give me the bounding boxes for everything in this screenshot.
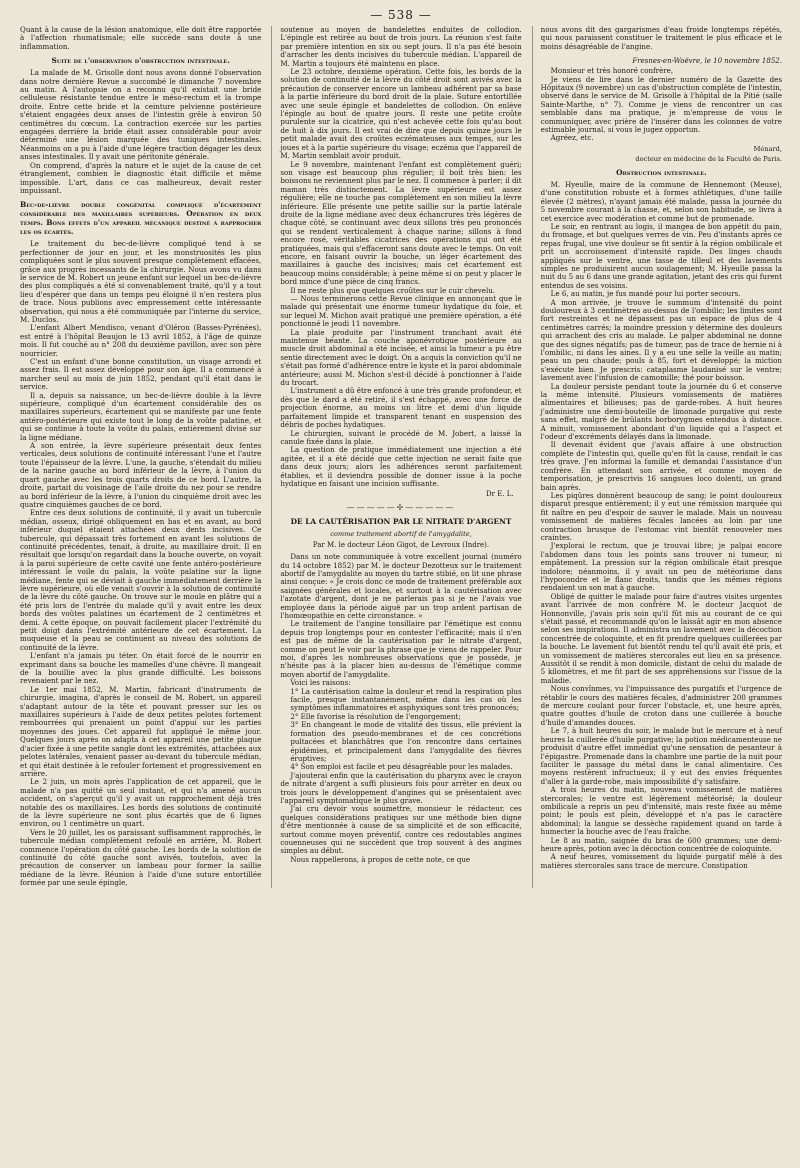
author-signature: Dr E. L.: [486, 490, 514, 499]
paragraph: soutenue au moyen de bandelettes enduites de collodion. L'épingle est retirée au bout de trois jours. La réunion s'est faite par première intention en six ou sept jours. Il n'a pas été besoin d'arracher les dents incisives du tubercule médian. L'appareil de M. Martin a toujours été maintenu en place.: [280, 25, 522, 68]
letter-dateline: Fresnes-en-Woëvre, le 10 novembre 1852.: [632, 57, 782, 66]
columns: [20, 26, 782, 888]
paragraph: Le 6, au matin, je fus mandé pour lui porter secours.: [550, 289, 741, 299]
paragraph: Le 8 au matin, saignée du bras de 600 grammes; une demi-heure après, potion avec la décoction concentrée de coloquinte.: [540, 835, 782, 853]
paragraph: Le chirurgien, suivant le procédé de M. Jobert, a laissé la canule fixée dans la plaie.: [280, 428, 522, 446]
paragraph: nous avons dit des gargarismes d'eau froide longtemps répétés, qui nous paraissent constituer le traitement le plus efficace et le moins désagréable de l'angine.: [540, 25, 782, 51]
page-number: — 538 —: [370, 8, 432, 22]
article-byline: Par M. le docteur Léon Gigot, de Levroux (Indre).: [312, 540, 490, 549]
article-title-cauterisation: DE LA CAUTÉRISATION PAR LE NITRATE D'ARGENT: [290, 516, 512, 526]
list-item: 2° Elle favorise la résolution de l'engorgement;: [290, 711, 461, 721]
paragraph: La question de pratique immédiatement une injection a été agitée, et il a été décidé que cette injection ne serait faite que dans deux jours; alors les adhérences seront parfaitement établies, et il deviendra possible de donner issue à la poche hydatique en faisant une incision suffisante.: [280, 445, 522, 488]
paragraph: M. Hyeulle, maire de la commune de Hennemont (Meuse), d'une constitution robuste et à formes athlétiques, d'une taille élevée (2 mètres), n'ayant jamais été malade, passa la journée du 5 novembre courant à la chasse, et, selon son habitude, se livra à cet exercice avec modération et comme but de promenade.: [540, 179, 782, 223]
paragraph: L'enfant Albert Mendisco, venant d'Oléron (Basses-Pyrénées), est entré à l'hôpital Beaujon le 13 avril 1852, à l'âge de quinze mois. Il fut couché au n° 208 du deuxième pavillon, avec son père nourricier.: [20, 323, 262, 358]
paragraph: J'ajouterai enfin que la cautérisation du pharynx avec le crayon de nitrate d'argent a suffi plusieurs fois pour arrêter en deux ou trois jours le développement d'angines qui se présentaient avec l'appareil symptomatique le plus grave.: [280, 770, 522, 805]
paragraph: Le traitement du bec-de-lièvre compliqué tend à se perfectionner de jour en jour, et les monstruosités les plus compliquées sont le plus souvent presque complètement effacées, grâce aux progrès incessants de la chirurgie. Nous avons vu dans le service de M. Robert un jeune enfant sur lequel un bec-de-lièvre des plus compliqués a été si convenablement traité, qu'il y a tout lieu d'espérer que dans un temps peu éloigné il n'en restera plus de trace. Nous publions avec empressement cette intéressante observation, qui nous a été communiquée par l'interne du service, M. Duclos.: [20, 239, 262, 324]
intro-paragraph: Quant à la cause de la lésion anatomique, elle doit être rapportée à l'affection rhumatismale; elle succède sans doute à une inflammation.: [20, 25, 262, 51]
paragraph: Dans un note communiquée à votre excellent journal (numéro du 14 octobre 1852) par M. le docteur Dezotteux sur le traitement abortif de l'amygdalite au moyen du tartre stibié, on lit une phrase ainsi conçue: « Je crois donc ce mode de traitement préférable aux saignées générales et locales, et surtout à la cautérisation avec l'azotate d'argent, dont je ne parlerais pas si je ne l'avais vue employée dans la période aiguë par un trop ardent partisan de l'homœopathie en cette circonstance. »: [280, 552, 522, 620]
letter-body: Je viens de lire dans le dernier numéro de la Gazette des Hôpitaux (9 novembre) un cas d'obstruction complète de l'intestin, observé dans le service de M. Grisolle à l'hôpital de la Pitié (salle Sainte-Marthe, n° 7). Comme je viens de rencontrer un cas semblable dans ma pratique, je m'empresse de vous le communiquer, avec prière de l'insérer dans les colonnes de votre estimable journal, si vous le jugez opportun.: [540, 74, 782, 135]
list-item: 4° Son emploi est facile et peu désagréable pour les malades.: [290, 762, 513, 772]
paragraph: L'instrument a dû être enfoncé à une très grande profondeur, et dès que le dard a été retiré, il s'est échappé, avec une force de projection énorme, au moins un litre et demi d'un liquide parfaitement limpide et transparent tenant en suspension des débris de poches hydatiques.: [280, 386, 522, 430]
paragraph: La malade de M. Grisolle dont nous avons donné l'observation dans notre dernière Revue a succombé le dimanche 7 novembre au matin. A l'autopsie on a reconnu qu'il existait une bride celluleuse résistante tendue entre le méso-rectum et la trompe droite. Entre cette bride et la ceinture pelvienne postérieure s'étaient engagées deux anses de l'intestin grêle à environ 50 centimètres du cœcum. La contraction exercée sur les parties engagées derrière la bride était assez considérable pour avoir déterminé une lésion marquée des tuniques intestinales. Néanmoins on a pu à l'aide d'une légère traction dégager les deux anses intestinales. Il y avait une péritonite générale.: [20, 68, 262, 162]
column-3: [532, 26, 782, 888]
paragraph: A trois heures du matin, nouveau vomissement de matières stercorales; le ventre est légèrement météorisé; la douleur ombilicale a repris un peu d'intensité, mais reste fixée au même point; le pouls est plein, développé et n'a pas le caractère abdominal; la langue se dessèche rapidement quand on tarde à humecter la bouche avec de l'eau fraîche.: [540, 785, 782, 837]
paragraph: Entre ces deux solutions de continuité, il y avait un tubercule médian, osseux, dirigé obliquement en bas et en avant, au bord inférieur duquel étaient attachées deux dents incisives. Ce tubercule, qui dépassait très fortement en avant les solutions de continuité précédentes, tenait, à droite, au maxillaire droit. Il en résultait que lorsqu'on regardait dans la bouche ouverte, on voyait à la paroi supérieure de cette cavité une fente antéro-postérieure intéressant le voile du palais, la voûte palatine sur la ligne médiane, fente qui se déviait à gauche immédiatement derrière la lèvre supérieure, où elle venait s'ouvrir à la solution de continuité de la lèvre du côté gauche. On trouve sur le moule en plâtre qui a été pris lors de l'entrée du malade qu'il y avait entre les deux bords des voûtes palatines un écartement de 2 centimètres et demi. A cette époque, on pouvait facilement placer l'extrémité du petit doigt dans l'extrémité antérieure de cet écartement. La muqueuse et la peau se continuent au niveau des solutions de continuité de la lèvre.: [20, 508, 262, 652]
letter-signature-name: Ménard,: [753, 144, 782, 153]
paragraph: A neuf heures, vomissement du liquide purgatif mêlé à des matières stercorales sans trace de mercure. Constipation: [540, 852, 782, 870]
paragraph: — Nous terminerons cette Revue clinique en annonçant que le malade qui présentait une énorme tumeur hydatique du foie, et sur lequel M. Michon avait pratiqué une première opération, a été ponctionné le jeudi 11 novembre.: [280, 294, 522, 329]
letter-regards: Agréez, etc.: [550, 133, 594, 143]
column-1: [20, 26, 261, 888]
paragraph: La douleur persiste pendant toute la journée du 6 et conserve la même intensité. Plusieurs vomissements de matières alimentaires et bilieuses; pas de garde-robes. A huit heures j'administre une demi-bouteille de limonade purgative qui reste sans effet, malgré de brûlants borborygmes entendus à distance. A minuit, vomissement abondant d'un liquide qui a l'aspect et l'odeur d'excréments délayés dans la limonade.: [540, 381, 782, 442]
column-2: [271, 26, 521, 888]
paragraph: Le 23 octobre, deuxième opération. Cette fois, les bords de la solution de continuité de la lèvre du côté droit sont avivés avec la précaution de conserver encore un lambeau adhérent par sa base à la partie inférieure du bord droit de la plaie. Suture entortillée avec une seule épingle et bandelettes de collodion. On enlève l'épingle au bout de quatre jours. Il reste une petite croûte purulente sur la cicatrice, qui n'est achevée cette fois qu'au bout de huit à dix jours. Il est vrai de dire que depuis quinze jours le petit malade avait des croûtes eczémateuses aux tempes, sur les joues et à la partie supérieure du visage; eczéma que l'appareil de M. Martin semblait avoir produit.: [280, 67, 522, 161]
paragraph: Nous rappellerons, à propos de cette note, ce que: [290, 854, 471, 864]
list-item: 3° En changeant le mode de vitalité des tissus, elle prévient la formation des pseudo-membranes et de ces concrétions pultacées et blanchâtres que l'on rencontre dans certaines épidémies, et principalement dans l'amygdalite des fièvres éruptives;: [290, 720, 522, 763]
ornament-divider: —————✢—————: [346, 502, 456, 512]
paragraph: Vers le 20 juillet, les os paraissant suffisamment rapprochés, le tubercule médian complètement refoulé en arrière, M. Robert commence l'opération du côté gauche. Les bords de la solution de continuité du côté gauche sont avivés, toutefois, avec la précaution de conserver un lambeau pour former la saillie médiane de la lèvre. Réunion à l'aide d'une suture entortillée formée par une seule épingle,: [20, 827, 262, 888]
paragraph: Le soir, en rentrant au logis, il mangea de bon appétit du pain, du fromage, et but quelques verres de vin. Peu d'instants après ce repas frugal, une vive douleur se fit sentir à la région ombilicale et prit un accroissement d'intensité rapide. Des linges chauds appliqués sur le ventre, une tasse de tilleul et des lavements simples ne produisirent aucun soulagement; M. Hyeulle passa la nuit du 5 au 6 dans une grande agitation, jetant des cris qui furent entendus de ses voisins.: [540, 221, 782, 290]
paragraph: A son entrée, la lèvre supérieure présentait deux fentes verticales, deux solutions de continuité intéressant l'une et l'autre toute l'épaisseur de la lèvre. L'une, la gauche, s'étendait du milieu de la narine gauche au bord inférieur de la lèvre, à l'union du quart gauche avec les trois quarts droits de ce bord. L'autre, la droite, partait du voisinage de l'aile droite du nez pour se rendre au bord inférieur de la lèvre, à l'union du cinquième droit avec les quatre cinquièmes gauches de ce bord.: [20, 441, 262, 509]
paragraph: L'enfant n'a jamais pu téter. On était forcé de le nourrir en exprimant dans sa bouche les mamelles d'une chèvre. Il mangeait de la bouillie avec la plus grande difficulté. Les boissons revenaient par le nez.: [20, 651, 262, 686]
paragraph: Le 7, à huit heures du soir, le malade but le mercure et à neuf heures la cuillerée d'huile purgative; la potion médicamenteuse ne produisit d'autre effet immédiat qu'une sensation de pesanteur à l'épigastre. Promenade dans la chambre une partie de la nuit pour faciliter le passage du métal dans le canal alimentaire. Ces moyens restèrent infructueux; il y eut des envies fréquentes d'aller à la garde-robe, mais impossibilité d'y satisfaire.: [540, 726, 782, 786]
section-title-obstruction: Suite de l'observation d'obstruction intestinale.: [51, 56, 230, 66]
paragraph: Il a, depuis sa naissance, un bec-de-lièvre double à la lèvre supérieure, compliqué d'un écartement considérable des os maxillaires supérieurs, écartement qui se manifeste par une fente antéro-postérieure qui existe tout le long de la voûte palatine, et qui se continue à toute la voûte du palais, entièrement divisé sur la ligne médiane.: [20, 390, 262, 442]
paragraph: Le 2 juin, un mois après l'application de cet appareil, que le malade n'a pas quitté un seul instant, et qui n'a amené aucun accident, on s'aperçut qu'il y avait un rapprochement déjà très notable des os maxillaires. Les bords des solutions de continuité de la lèvre supérieure ne sont plus écartés que de 6 lignes environ, ou 1 centimètre un quart.: [20, 777, 262, 829]
paragraph: Nous convînmes, vu l'impuissance des purgatifs et l'urgence de rétablir le cours des matières fécales, d'administrer 200 grammes de mercure coulant pour forcer l'obstacle, et, une heure après, quatre gouttes d'huile de croton dans une cuillerée à bouche d'huile d'amandes douces.: [540, 684, 782, 727]
paragraph: Le 1er mai 1852, M. Martin, fabricant d'instruments de chirurgie, imagina, d'après le conseil de M. Robert, un appareil s'adaptant autour de la tête et pouvant presser sur les os maxillaires supérieurs à l'aide de deux petites pelotes fortement rembourrées qui prenaient un point d'appui sur les parties moyennes des joues. Cet appareil fut appliqué le même jour. Quelques jours après on adapta à cet appareil une petite plaque d'acier fixée à une petite sangle dont les extrémités, attachées aux pelotes latérales, venaient passer au-devant du tubercule médian, et qui était destinée à le refouler fortement et progressivement en arrière.: [20, 684, 262, 778]
article-subtitle: comme traitement abortif de l'amygdalite,: [330, 529, 472, 538]
paragraph: On comprend, d'après la nature et le sujet de la cause de cet étranglement, combien le diagnostic était difficile et même impossible. L'art, dans ce cas malheureux, devait rester impuissant.: [20, 160, 262, 195]
paragraph: J'explorai le rectum, que je trouvai libre; je palpai encore l'abdomen dans tous les points sans trouver ni tumeur, ni empâtement. La pression sur la région ombilicale était presque indolore; néanmoins, il y avait un peu de météorisme dans l'hypocondre et le flanc droits, tandis que les mêmes régions rendaient un son mat à gauche.: [540, 541, 782, 593]
paragraph: Les piqûres donnèrent beaucoup de sang; le point douloureux disparut presque entièrement; il y eut une rémission marquée qui fit naître en peu d'espoir de sauver le malade. Mais un nouveau vomissement de matières fécales lancées au loin par une contraction brusque de l'estomac vint bientôt renouveler mes craintes.: [540, 490, 782, 542]
paragraph: Il ne reste plus que quelques croûtes sur le cuir chevelu.: [290, 285, 496, 295]
letter-salutation: Monsieur et très honoré confrère,: [550, 66, 674, 76]
paragraph: Il devenait évident que j'avais affaire à une obstruction complète de l'intestin qui, quelle qu'en fût la cause, rendait le cas très grave. J'en informai la famille et demandai l'assistance d'un confrère. En attendant son arrivée, et comme moyen de temporisation, je prescrivis 16 sangsues loco dolenti, un grand bain après.: [540, 440, 782, 492]
letter-signature-title: docteur en médecine de la Faculté de Paris.: [635, 154, 782, 163]
section-title-bec-de-lievre: Bec-de-lièvre double congénital compliqué d'écartement considérable des maxillaires supérieurs. Opération en deux temps. Bons effets d'un appareil mécanique destiné à rapprocher les os écartés.: [20, 200, 262, 237]
paragraph: Le 9 novembre, maintenant l'enfant est complètement guéri; son visage est beaucoup plus régulier; il boit très bien: les boissons ne reviennent plus par le nez. Il commence à parler; il dit maman très distinctement. La lèvre supérieure est assez régulière; elle ne touche pas complètement en son milieu la lèvre inférieure. Elle présente une petite saillie sur la partie latérale droite de la ligne médiane avec deux échancrures très légères de chaque côté, se continuant avec deux sillons très peu prononcés qui se rendent verticalement à chaque narine; sillons à fond encore rosé, véritables cicatrices des opérations qui ont été pratiquées, mais qui s'effaceront sans doute avec le temps. On voit encore, en faisant ouvrir la bouche, un léger écartement des maxillaires à gauche des incisives; mais cet écartement est beaucoup moins considérable; à peine même si on peut y placer le bord mince d'une pièce de cinq francs.: [280, 159, 522, 287]
paragraph: C'est un enfant d'une bonne constitution, un visage arrondi et assez frais. Il est assez développé pour son âge. Il a commencé à marcher seul au mois de juin 1852, pendant qu'il était dans le service.: [20, 357, 262, 392]
paragraph: A mon arrivée, je trouve le summum d'intensité du point douloureux à 3 centimètres au-dessus de l'ombilic; les limites sont fort restreintes et ne dépassent pas un espace de plus de 4 centimètres carrés; la moindre pression y détermine des douleurs qui arrachent des cris au malade. Le palper abdominal ne donne que des signes négatifs; pas de tumeur, pas de trace de hernie ni à l'ombilic, ni dans les aines. Il y a eu une selle la veille au matin; peau un peu chaude; pouls à 85, fort et développé; la miction s'exécute bien. Je prescris: cataplasme laudanisé sur le ventre; lavement avec l'infusion de camomille; thé pour boisson.: [540, 297, 782, 383]
paragraph: La plaie produite par l'instrument tranchant avait été maintenue béante. La couche aponévrotique postérieure au muscle droit abdominal a été incisée, et ainsi la tumeur a pu être sentie directement avec le doigt. On a acquis la conviction qu'il ne s'était pas formé d'adhérence entre le kyste et la paroi abdominale antérieure; aussi M. Michon s'est-il décidé à ponctionner à l'aide du trocart.: [280, 327, 522, 388]
section-title-obstruction-intestinale: Obstruction intestinale.: [616, 167, 707, 177]
paragraph: Le traitement de l'angine tonsillaire par l'émétique est connu depuis trop longtemps pour en contester l'efficacité; mais il n'en est pas de même de la cautérisation par le nitrate d'argent, comme on peut le voir par la phrase que je viens de rappeler. Pour moi, d'après les nombreuses observations que je possède, je n'hésite pas à la placer bien au-dessus de l'émétique comme moyen abortif de l'amygdalite.: [280, 619, 522, 679]
paragraph: J'ai cru devoir vous soumettre, monsieur le rédacteur, ces quelques considérations pratiques sur une méthode bien digne d'être mentionnée à cause de sa simplicité et de son efficacité, surtout comme moyen préventif, contre ces redoutables angines couenneuses qui ne succèdent que trop souvent à des angines simples au début.: [280, 804, 522, 856]
paragraph: Obligé de quitter le malade pour faire d'autres visites urgentes avant l'arrivée de mon confrère M. le docteur Jacquot de Honnonville, j'avais pris soin qu'il fût mis au courant de ce qui s'était passé, et recommandé qu'on le laissât agir en mon absence selon ses inspirations. Il administra un lavement avec la décoction concentrée de coloquinte, et en fit prendre quelques cuillerées par la bouche. Le lavement fut bientôt rendu tel qu'il avait été pris, et un vomissement de matières stercorales eut lieu en sa présence. Aussitôt il se rendit à mon domicile, distant de celui du malade de 5 kilomètres, et me fit part de ses appréhensions sur l'issue de la maladie.: [540, 591, 782, 685]
list-item: 1° La cautérisation calme la douleur et rend la respiration plus facile, presque instantanément, même dans les cas où les symptômes inflammatoires et asphyxiques sont très prononcés;: [290, 686, 522, 713]
paragraph: Voici les raisons:: [290, 678, 351, 688]
